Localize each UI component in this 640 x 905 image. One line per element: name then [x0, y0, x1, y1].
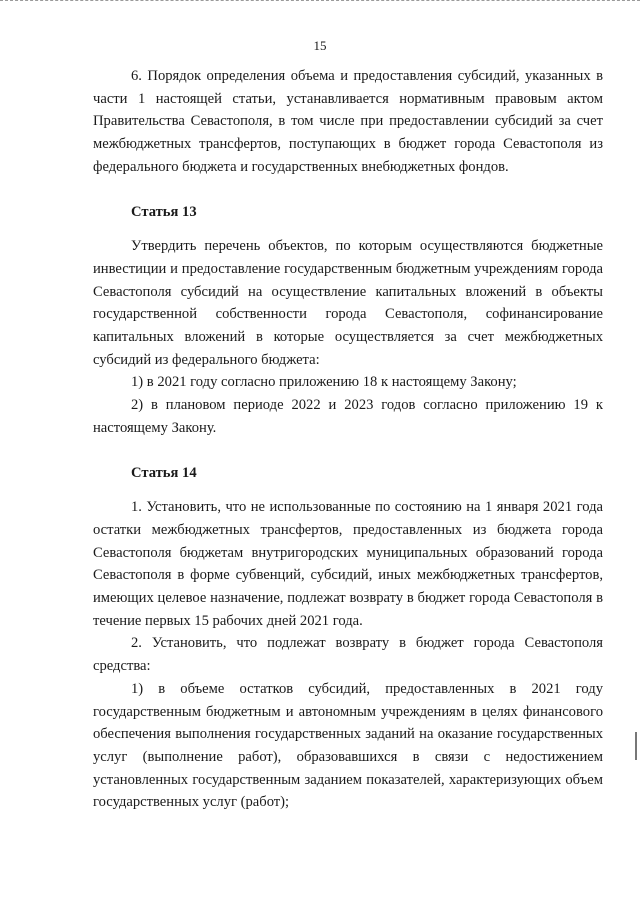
paragraph-6: 6. Порядок определения объема и предоставления субсидий, указанных в части 1 настоящей статьи, устанавливается нормативным правовым актом Правительства Севастополя, в том числе при предоставлении субсидий за счет межбюджетных трансфертов, поступающих в бюджет города Севастополя из федерального бюджета и государственных внебюджетных фондов.: [93, 68, 603, 175]
article-14-item-1: 1) в объеме остатков субсидий, предоставленных в 2021 году государственным бюджетным и автономным учреждениям в целях финансового обеспечения выполнения государственных заданий на оказание государственных услуг (выполнение работ), образовавшихся в связи с недостижением установленных государственным заданием показателей, характеризующих объем государственных услуг (работ);: [93, 680, 603, 811]
article-13-item-1: 1) в 2021 году согласно приложению 18 к настоящему Закону;: [131, 374, 517, 391]
article-13-item-2: 2) в плановом периоде 2022 и 2023 годов согласно приложению 19 к настоящему Закону.: [93, 397, 603, 436]
document-body: [93, 65, 603, 814]
article-14-paragraph-2: 2. Установить, что подлежат возврату в бюджет города Севастополя средства:: [93, 635, 603, 675]
binding-mark: [635, 732, 637, 760]
article-14-paragraph-1: 1. Установить, что не использованные по состоянию на 1 января 2021 года остатки межбюджетных трансфертов, предоставленных из бюджета города Севастополя бюджетам внутригородских муниципальных образований города Севастополя в форме субвенций, субсидий, иных межбюджетных трансфертов, имеющих целевое назначение, подлежат возврату в бюджет города Севастополя в течение первых 15 рабочих дней 2021 года.: [93, 499, 603, 629]
article-14-heading: Статья 14: [131, 464, 197, 481]
page-number: 15: [313, 38, 327, 53]
article-13-heading: Статья 13: [131, 203, 197, 220]
page-top-edge: [0, 0, 640, 3]
article-13-paragraph: Утвердить перечень объектов, по которым осуществляются бюджетные инвестиции и предоставление государственным бюджетным учреждениям города Севастополя субсидий на осуществление капитальных вложений в объекты государственной собственности города Севастополя, софинансирование капитальных вложений в которые осуществляется за счет межбюджетных субсидий из федерального бюджета:: [93, 238, 603, 368]
